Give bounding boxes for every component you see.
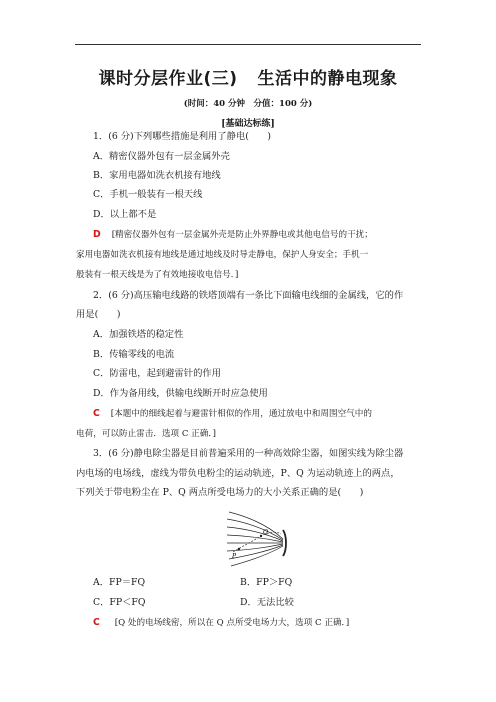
q3-option-b: B．FP＞FQ [240, 577, 293, 588]
q2-option-a: A．加强铁塔的稳定性 [93, 329, 184, 340]
q1-option-c: C．手机一般装有一根天线 [93, 189, 203, 200]
q3-stem-1: 3．(6 分)静电除尘器是目前普遍采用的一种高效除尘器，如图实线为除尘器 [93, 448, 404, 459]
q1-option-b: B．家用电器如洗衣机接有地线 [93, 170, 221, 181]
q2-stem-2: 用是( ) [76, 309, 121, 320]
q3-explain: [Q 处的电场线密，所以在 Q 点所受电场力大，选项 C 正确．] [114, 618, 350, 628]
q3-option-d: D．无法比较 [240, 597, 294, 608]
time-score-info: (时间：40 分钟 分值：100 分) [183, 99, 313, 109]
figure-label-q: Q [263, 529, 268, 536]
q1-answer: D [93, 229, 101, 240]
page-title [0, 64, 496, 89]
q1-option-a: A．精密仪器外包有一层金属外壳 [93, 151, 230, 162]
q3-option-a: A．FP＝FQ [93, 577, 146, 588]
header-rule [75, 44, 421, 45]
title-main: 课时分层作业(三) [98, 69, 238, 89]
q1-explain-1: [精密仪器外包有一层金属外壳是防止外界静电或其他电信号的干扰； [111, 230, 373, 240]
q1-answer-line [93, 229, 373, 241]
q2-explain-2: 电荷，可以防止雷击．选项 C 正确．] [76, 429, 216, 439]
q3-stem-3: 下列关于带电粉尘在 P、Q 两点所受电场力的大小关系正确的是( ) [76, 487, 364, 498]
electric-field-diagram [225, 508, 295, 568]
q2-option-c: C．防雷电，起到避雷针的作用 [93, 368, 221, 379]
figure-label-p: P [232, 553, 237, 560]
q3-stem-2: 内电场的电场线，虚线为带负电粉尘的运动轨迹，P、Q 为运动轨迹上的两点， [76, 468, 400, 479]
q3-answer: C [93, 617, 100, 628]
q2-option-d: D．作为备用线，供输电线断开时应急使用 [93, 388, 268, 399]
q2-option-b: B．传输零线的电流 [93, 349, 175, 360]
q1-explain-2: 家用电器如洗衣机接有地线是通过地线及时导走静电，保护人身安全；手机一 [76, 250, 369, 260]
q2-explain-1: [本题中的细线起着与避雷针相似的作用，通过放电中和周围空气中的 [110, 409, 372, 419]
title-sub: 生活中的静电现象 [257, 69, 398, 89]
q2-answer-line [93, 408, 372, 420]
q3-option-c: C．FP＜FQ [93, 597, 146, 608]
section-heading: [基础达标练] [221, 119, 275, 129]
q1-stem: 1．(6 分)下列哪些措施是利用了静电( ) [93, 131, 272, 142]
q1-explain-3: 般装有一根天线是为了有效地接收电信号．] [76, 270, 239, 280]
q2-stem-1: 2．(6 分)高压输电线路的铁塔顶端有一条比下面输电线细的金属线，它的作 [93, 290, 404, 301]
q2-answer: C [93, 408, 100, 419]
q1-option-d: D．以上都不是 [93, 209, 157, 220]
q3-answer-line [93, 617, 349, 629]
